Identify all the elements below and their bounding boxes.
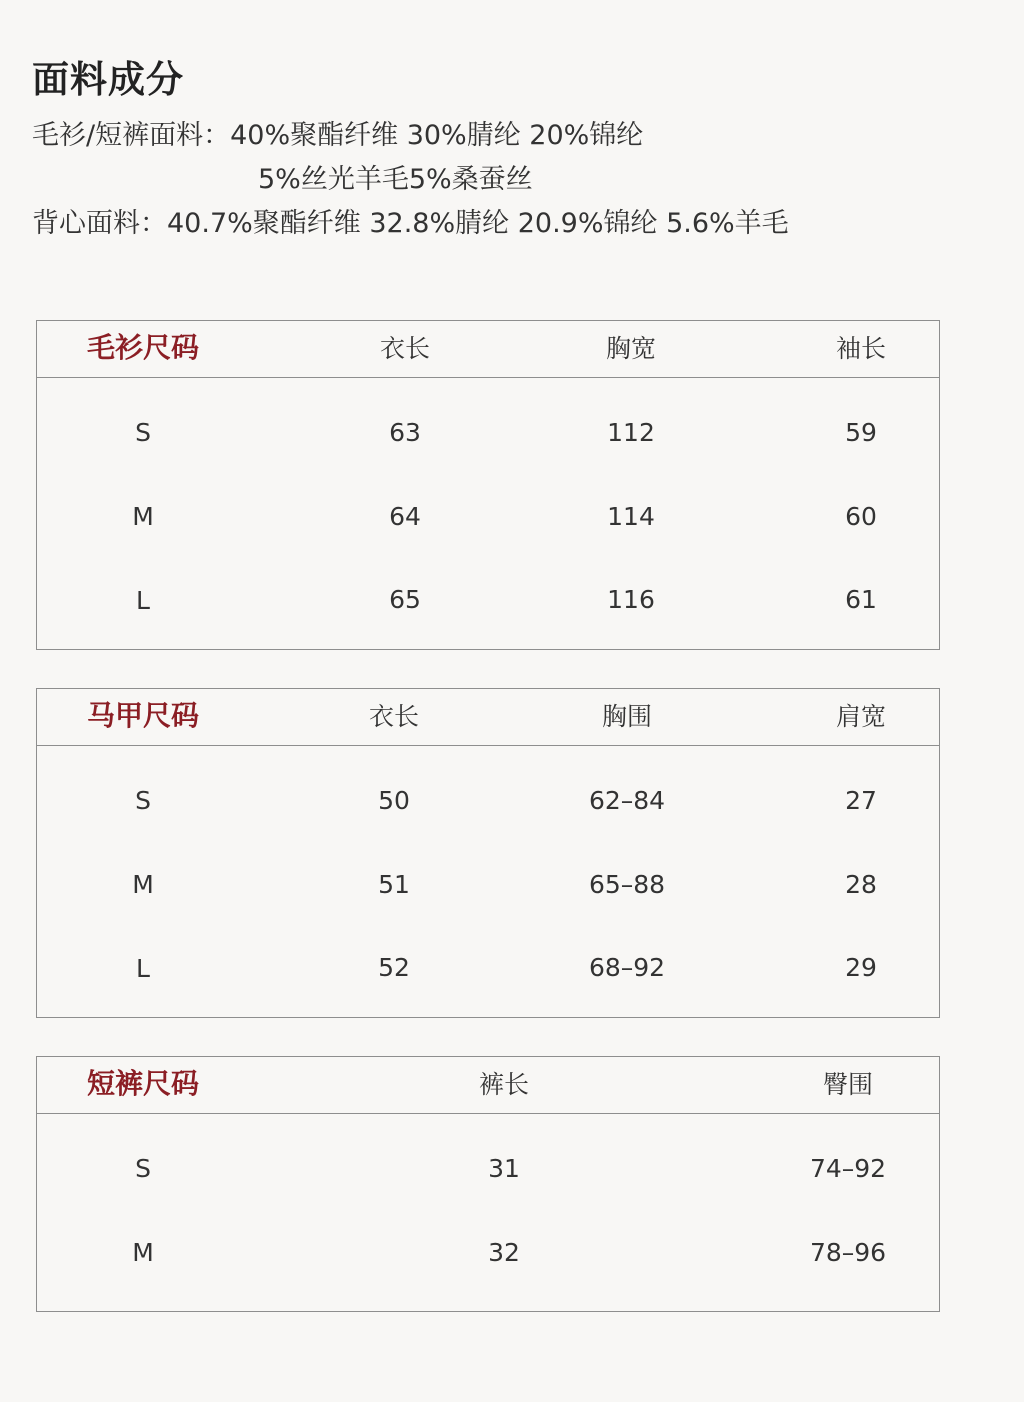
table-cell: 65 — [389, 585, 421, 614]
column-header: 衣长 — [379, 334, 431, 363]
table-cell: 116 — [607, 585, 655, 614]
table-cell: 112 — [607, 418, 655, 447]
column-header: 臀围 — [822, 1070, 874, 1099]
table-header — [37, 321, 939, 378]
table-title: 短裤尺码 — [86, 1067, 200, 1100]
table-cell: 62–84 — [588, 786, 666, 815]
table-cell: 59 — [845, 418, 877, 447]
table-cell: 32 — [488, 1238, 520, 1267]
table-cell: 114 — [607, 502, 655, 531]
table-cell: 31 — [488, 1154, 520, 1183]
table-cell: L — [136, 586, 150, 615]
table-cell: L — [136, 954, 150, 983]
column-header: 衣长 — [368, 702, 420, 731]
table-cell: 50 — [378, 786, 410, 815]
table-cell: 61 — [845, 585, 877, 614]
table-header — [37, 1057, 939, 1114]
table-cell: M — [132, 502, 154, 531]
fabric-line-vest: 背心面料：40.7%聚酯纤维 32.8%腈纶 20.9%锦纶 5.6%羊毛 — [32, 208, 789, 239]
table-cell: 29 — [845, 953, 877, 982]
table-cell: M — [132, 1238, 154, 1267]
table-header — [37, 689, 939, 746]
fabric-line-sweater-shorts: 毛衫/短裤面料：40%聚酯纤维 30%腈纶 20%锦纶 — [32, 120, 644, 151]
table-title: 马甲尺码 — [86, 699, 200, 732]
table-cell: 51 — [378, 870, 410, 899]
column-header: 胸围 — [601, 702, 653, 731]
shorts-size-table — [36, 1056, 940, 1312]
column-header: 袖长 — [835, 334, 887, 363]
table-cell: 78–96 — [809, 1238, 887, 1267]
vest-size-table — [36, 688, 940, 1018]
table-cell: 68–92 — [588, 953, 666, 982]
table-cell: 64 — [389, 502, 421, 531]
fabric-line-sweater-shorts-cont: 5%丝光羊毛5%桑蚕丝 — [258, 164, 533, 195]
fabric-composition — [32, 56, 992, 246]
table-cell: M — [132, 870, 154, 899]
table-cell: S — [135, 786, 151, 815]
table-title: 毛衫尺码 — [86, 331, 200, 364]
sweater-size-table — [36, 320, 940, 650]
table-cell: 27 — [845, 786, 877, 815]
table-cell: 52 — [378, 953, 410, 982]
column-header: 裤长 — [478, 1070, 530, 1099]
table-cell: 60 — [845, 502, 877, 531]
table-cell: 63 — [389, 418, 421, 447]
fabric-title: 面料成分 — [32, 58, 184, 101]
column-header: 胸宽 — [605, 334, 657, 363]
column-header: 肩宽 — [835, 702, 887, 731]
table-cell: 74–92 — [809, 1154, 887, 1183]
table-cell: 28 — [845, 870, 877, 899]
table-cell: S — [135, 1154, 151, 1183]
table-cell: S — [135, 418, 151, 447]
table-cell: 65–88 — [588, 870, 666, 899]
